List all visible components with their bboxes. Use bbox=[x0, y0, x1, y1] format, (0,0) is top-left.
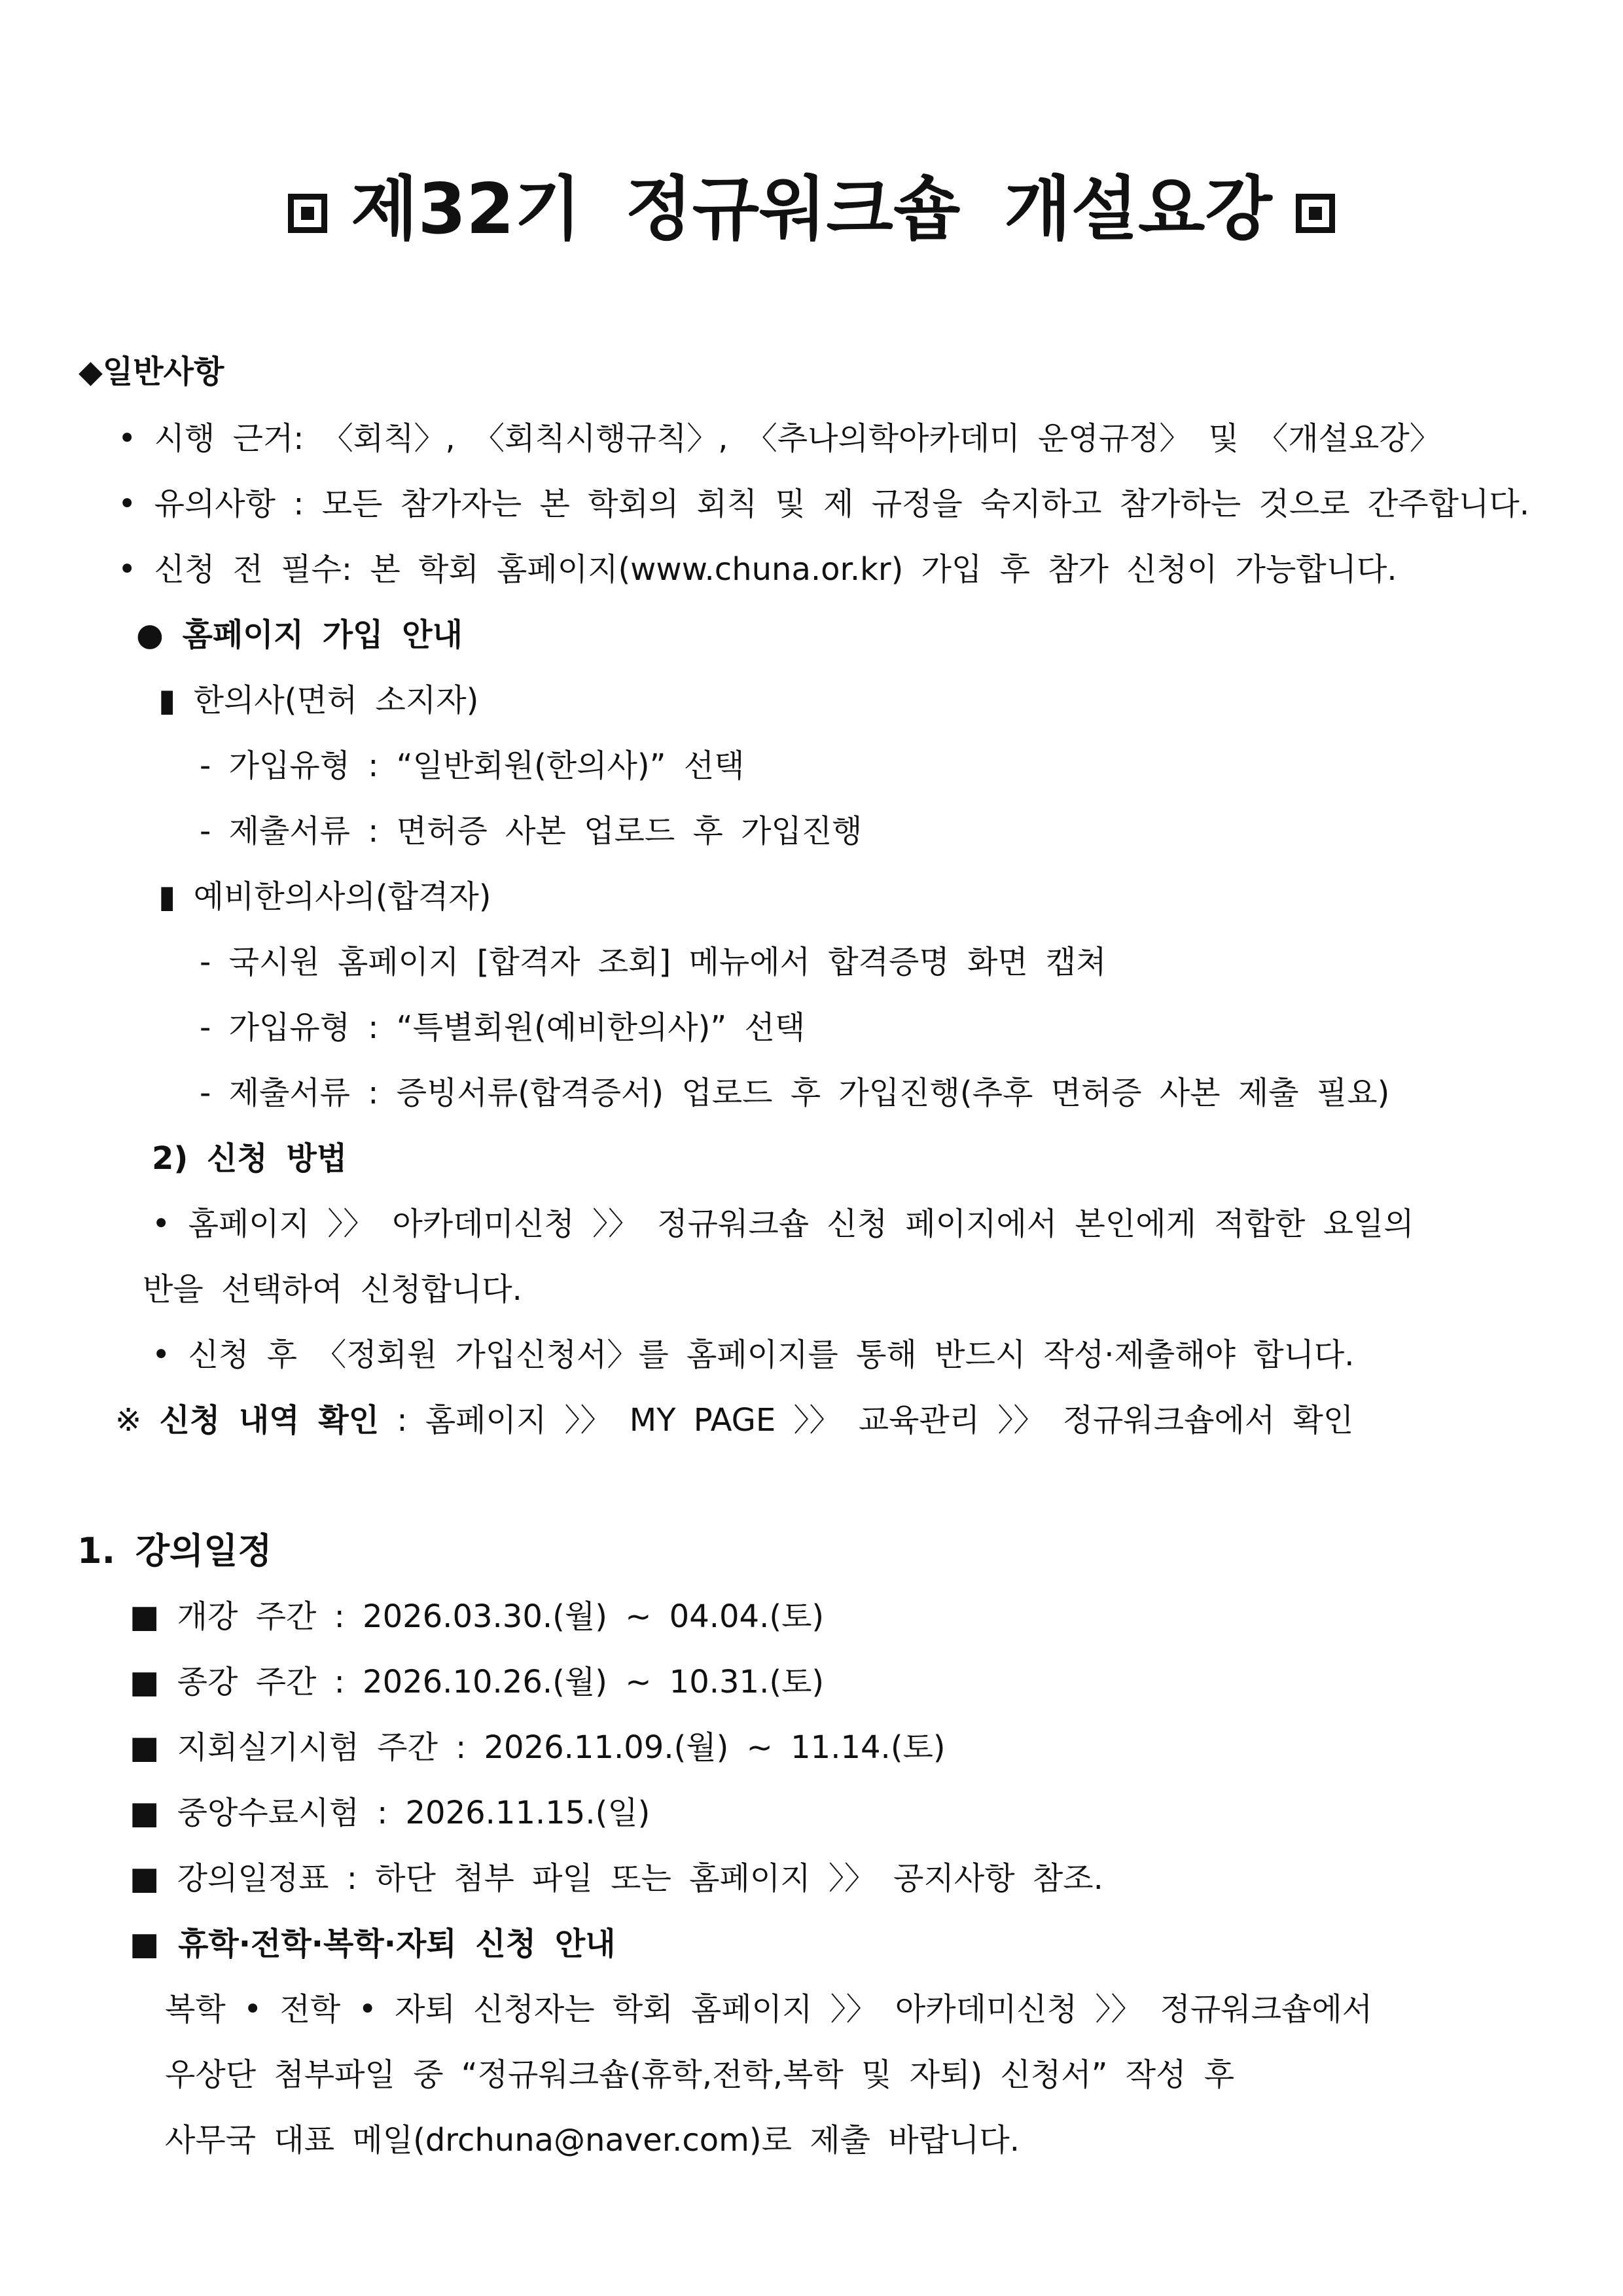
square-marker-icon bbox=[288, 194, 327, 233]
square-marker-icon bbox=[1296, 194, 1335, 233]
general-item-basis: • 시행 근거: 〈회칙〉, 〈회칙시행규칙〉, 〈추나의학아카데미 운영규정〉 및 〈개설요강〉 bbox=[118, 420, 1441, 457]
schedule-heading: 1. 강의일정 bbox=[77, 1530, 272, 1571]
schedule-item-start: ■ 개강 주간 : 2026.03.30.(월) ~ 04.04.(토) bbox=[130, 1598, 825, 1635]
check-note-text: : 홈페이지 〉〉 MY PAGE 〉〉 교육관리 〉〉 정규워크숍에서 확인 bbox=[379, 1402, 1354, 1439]
signup-preliminary-line: - 제출서류 : 증빙서류(합격증서) 업로드 후 가입진행(추후 면허증 사본 제출 필요) bbox=[200, 1075, 1390, 1111]
signup-group-doctor: ▮ 한의사(면허 소지자) bbox=[158, 682, 479, 719]
method-line: • 신청 후 〈정회원 가입신청서〉를 홈페이지를 통해 반드시 작성·제출해야 합니다. bbox=[152, 1336, 1355, 1373]
page-title-text: 제32기 정규워크숍 개설요강 bbox=[351, 169, 1272, 249]
method-line: • 홈페이지 〉〉 아카데미신청 〉〉 정규워크숍 신청 페이지에서 본인에게 적합한 요일의 bbox=[152, 1206, 1414, 1242]
general-heading: ◆일반사항 bbox=[79, 353, 224, 390]
method-line: 반을 선택하여 신청합니다. bbox=[143, 1271, 522, 1308]
method-heading: 2) 신청 방법 bbox=[152, 1140, 348, 1177]
signup-group-preliminary: ▮ 예비한의사의(합격자) bbox=[158, 878, 491, 915]
signup-doctor-line: - 가입유형 : “일반회원(한의사)” 선택 bbox=[200, 747, 745, 784]
check-note bbox=[115, 1401, 1353, 1440]
schedule-item-end: ■ 종강 주간 : 2026.10.26.(월) ~ 10.31.(토) bbox=[130, 1664, 825, 1700]
signup-doctor-line: - 제출서류 : 면허증 사본 업로드 후 가입진행 bbox=[200, 813, 863, 850]
leave-heading: ■ 휴학·전학·복학·자퇴 신청 안내 bbox=[130, 1926, 616, 1962]
check-note-label: 신청 내역 확인 bbox=[159, 1402, 380, 1439]
page-title bbox=[0, 167, 1623, 252]
schedule-item-central-exam: ■ 중앙수료시험 : 2026.11.15.(일) bbox=[130, 1795, 651, 1831]
schedule-item-timetable: ■ 강의일정표 : 하단 첨부 파일 또는 홈페이지 〉〉 공지사항 참조. bbox=[130, 1860, 1103, 1897]
leave-line: 복학 • 전학 • 자퇴 신청자는 학회 홈페이지 〉〉 아카데미신청 〉〉 정규워크숍에서 bbox=[165, 1991, 1373, 2028]
check-note-prefix: ※ bbox=[115, 1402, 160, 1439]
signup-heading: ● 홈페이지 가입 안내 bbox=[136, 617, 463, 653]
schedule-item-branch-exam: ■ 지회실기시험 주간 : 2026.11.09.(월) ~ 11.14.(토) bbox=[130, 1729, 946, 1766]
leave-line: 사무국 대표 메일(drchuna@naver.com)로 제출 바랍니다. bbox=[165, 2122, 1020, 2159]
signup-preliminary-line: - 국시원 홈페이지 [합격자 조회] 메뉴에서 합격증명 화면 캡쳐 bbox=[200, 944, 1107, 980]
general-item-notice: • 유의사항 : 모든 참가자는 본 학회의 회칙 및 제 규정을 숙지하고 참가하는 것으로 간주합니다. bbox=[118, 486, 1529, 522]
leave-line: 우상단 첨부파일 중 “정규워크숍(휴학,전학,복학 및 자퇴) 신청서” 작성 후 bbox=[165, 2056, 1235, 2093]
signup-preliminary-line: - 가입유형 : “특별회원(예비한의사)” 선택 bbox=[200, 1009, 806, 1046]
general-item-required: • 신청 전 필수: 본 학회 홈페이지(www.chuna.or.kr) 가입 후 참가 신청이 가능합니다. bbox=[118, 551, 1397, 588]
